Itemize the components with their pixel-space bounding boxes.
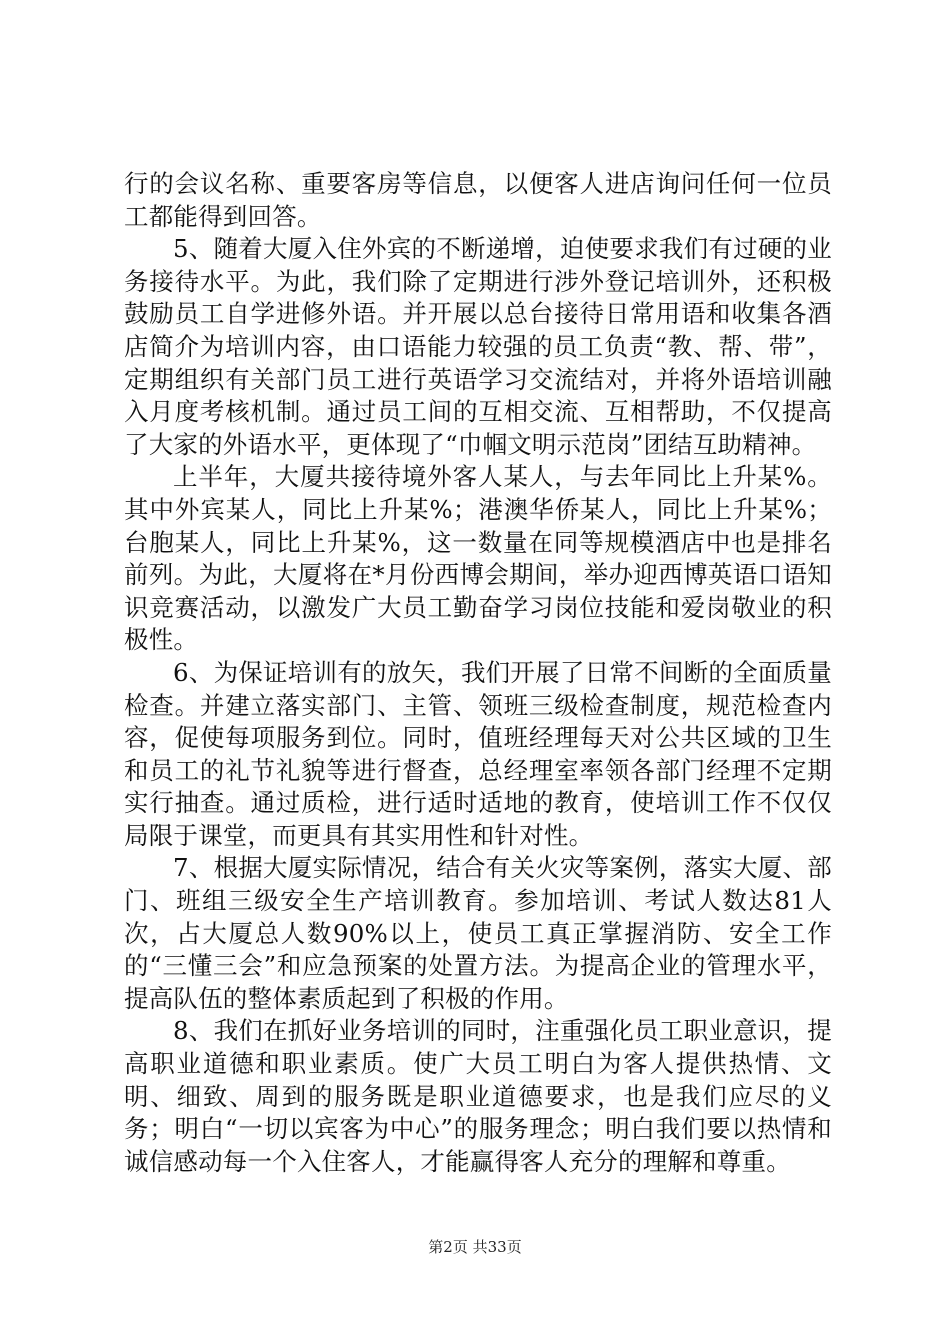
- paragraph-item-8: 8、我们在抓好业务培训的同时，注重强化员工职业意识，提高职业道德和职业素质。使广大员工明白为客人提供热情、文明、细致、周到的服务既是职业道德要求，也是我们应尽的义务；明白“一切以宾客为中心”的服务理念；明白我们要以热情和诚信感动每一个入住客人，才能赢得客人充分的理解和尊重。: [124, 1016, 832, 1176]
- paragraph-item-7: 7、根据大厦实际情况，结合有关火灾等案例，落实大厦、部门、班组三级安全生产培训教育。参加培训、考试人数达81人次，占大厦总人数90%以上，使员工真正掌握消防、安全工作的“三懂三会”和应急预案的处置方法。为提高企业的管理水平，提高队伍的整体素质起到了积极的作用。: [124, 853, 832, 1013]
- paragraph-continuation: 行的会议名称、重要客房等信息，以便客人进店询问任何一位员工都能得到回答。: [124, 169, 832, 231]
- paragraph-first-half-stats: 上半年，大厦共接待境外客人某人，与去年同比上升某%。其中外宾某人，同比上升某%；港澳华侨某人，同比上升某%；台胞某人，同比上升某%，这一数量在同等规模酒店中也是排名前列。为此，大厦将在*月份西博会期间，举办迎西博英语口语知识竞赛活动，以激发广大员工勤奋学习岗位技能和爱岗敬业的积极性。: [124, 462, 832, 655]
- paragraph-item-6: 6、为保证培训有的放矢，我们开展了日常不间断的全面质量检查。并建立落实部门、主管、领班三级检查制度，规范检查内容，促使每项服务到位。同时，值班经理每天对公共区域的卫生和员工的礼节礼貌等进行督查，总经理室率领各部门经理不定期实行抽查。通过质检，进行适时适地的教育，使培训工作不仅仅局限于课堂，而更具有其实用性和针对性。: [124, 657, 832, 850]
- page-number-label: 第2页 共33页: [428, 1238, 522, 1256]
- paragraph-item-5: 5、随着大厦入住外宾的不断递增，迫使要求我们有过硬的业务接待水平。为此，我们除了定期进行涉外登记培训外，还积极鼓励员工自学进修外语。并开展以总台接待日常用语和收集各酒店简介为培训内容，由口语能力较强的员工负责“教、帮、带”，定期组织有关部门员工进行英语学习交流结对，并将外语培训融入月度考核机制。通过员工间的互相交流、互相帮助，不仅提高了大家的外语水平，更体现了“巾帼文明示范岗”团结互助精神。: [124, 234, 832, 459]
- page-footer: [0, 1237, 950, 1257]
- document-body: [124, 168, 832, 1178]
